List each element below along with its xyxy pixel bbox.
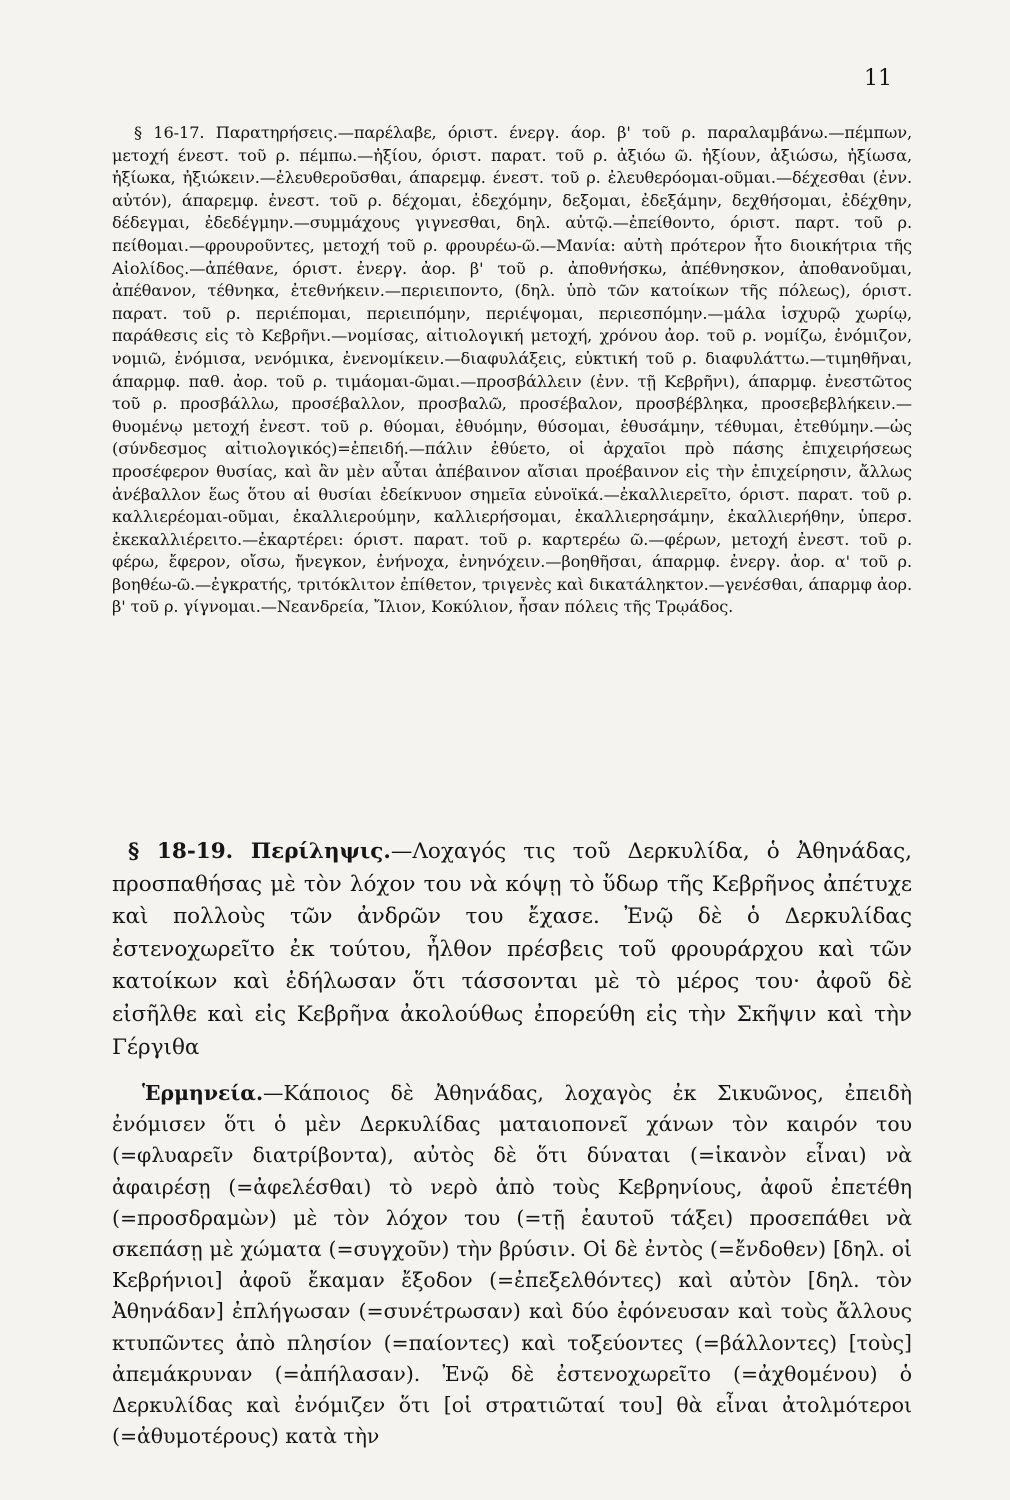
grammar-notes-section <box>112 122 912 619</box>
interpretation-text: —Κάποιος δὲ Ἀθηνάδας, λοχαγὸς ἐκ Σικυῶνος, ἐπειδὴ ἐνόμισεν ὅτι ὁ μὲν Δερκυλίδας ματαιοπονεῖ χάνων τὸν καιρόν του (=φλυαρεῖν διατρίβοντα), αὐτὸς δὲ ὅτι δύναται (=ἱκανὸν εἶναι) νὰ ἀφαιρέσῃ (=ἀφελέσθαι) τὸ νερὸ ἀπὸ τοὺς Κεβρηνίους, ἀφοῦ ἐπετέθη (=προσδραμὼν) μὲ τὸν λόχον του (=τῇ ἑαυτοῦ τάξει) προσεπάθει νὰ σκεπάσῃ μὲ χώματα (=συγχοῦν) τὴν βρύσιν. Οἱ δὲ ἐντὸς (=ἔνδοθεν) [δηλ. οἱ Κεβρήνιοι] ἀφοῦ ἔκαμαν ἔξοδον (=ἐπεξελθόντες) καὶ αὐτὸν [δηλ. τὸν Ἀθηνάδαν] ἐπλήγωσαν (=συνέτρωσαν) καὶ δύο ἐφόνευσαν καὶ τοὺς ἄλλους κτυπῶντες ἀπὸ πλησίον (=παίοντες) καὶ τοξεύοντες (=βάλλοντες) [τοὺς] ἀπεμάκρυναν (=ἀπήλασαν). Ἐνῷ δὲ ἐστενοχωρεῖτο (=ἀχθομένου) ὁ Δερκυλίδας καὶ ἐνόμιζεν ὅτι [οἱ στρατιῶταί του] θὰ εἶναι ἀτολμότεροι (=ἀθυμοτέρους) κατὰ τὴν <box>112 1081 912 1449</box>
summary-text: —Λοχαγός τις τοῦ Δερκυλίδα, ὁ Ἀθηνάδας, προσπαθήσας μὲ τὸν λόχον του νὰ κόψῃ τὸ ὕδωρ τῆς Κεβρῆνος ἀπέτυχε καὶ πολλοὺς τῶν ἀνδρῶν του ἔχασε. Ἐνῷ δὲ ὁ Δερκυλίδας ἐστενοχωρεῖτο ἐκ τούτου, ἦλθον πρέσβεις τοῦ φρουράρχου καὶ τῶν κατοίκων καὶ ἐδήλωσαν ὅτι τάσσονται μὲ τὸ μέρος του· ἀφοῦ δὲ εἰσῆλθε καὶ εἰς Κεβρῆνα ἀκολούθως ἐπορεύθη εἰς τὴν Σκῆψιν καὶ τὴν Γέργιθα <box>112 839 913 1060</box>
grammar-notes-paragraph: § 16-17. Παρατηρήσεις.—παρέλαβε, όριστ. ένεργ. άορ. β' τοῦ ρ. παραλαμβάνω.—πέμπων, μετοχή ένεστ. τοῦ ρ. πέμπω.—ἠξίου, όριστ. παρατ. τοῦ ρ. ἀξιόω ῶ. ἠξίουν, ἀξιώσω, ἠξίωσα, ἠξίωκα, ἠξιώκειν.—ἐλευθεροῦσθαι, άπαρεμφ. ένεστ. τοῦ ρ. ἐλευθερόομαι-οῦμαι.—δέχεσθαι (ἐνν. αὐτόν), άπαρεμφ. ἐνεστ. τοῦ ρ. δέχομαι, ἐδεχόμην, δεξομαι, ἐδεξάμην, δεχθήσομαι, ἐδέχθην, δέδεγμαι, ἐδεδέγμην.—συμμάχους γιγνεσθαι, δηλ. αὐτῷ.—ἐπείθοντο, όριστ. παρτ. τοῦ ρ. πείθομαι.—φρουροῦντες, μετοχή τοῦ ρ. φρουρέω-ῶ.—Μανία: αὐτὴ πρότερον ἦτο διοικήτρια τῆς Αἰολίδος.—ἀπέθανε, όριστ. ἐνεργ. ἀορ. β' τοῦ ρ. ἀποθνήσκω, ἀπέθνησκον, ἀποθανοῦμαι, ἀπέθανον, τέθνηκα, ἐτεθνήκειν.—περιειποντο, (δηλ. ὑπὸ τῶν κατοίκων τῆς πόλεως), όριστ. παρατ. τοῦ ρ. περιέπομαι, περιειπόμην, περιέψομαι, περιεσπόμην.—μάλα ἰσχυρῷ χωρίῳ, παράθεσις εἰς τὸ Κεβρῆνι.—νομίσας, αἰτιολογική μετοχή, χρόνου ἀορ. τοῦ ρ. νομίζω, ἐνόμιζον, νομιῶ, ἐνόμισα, νενόμικα, ἐνενομίκειν.—διαφυλάξεις, εὐκτική τοῦ ρ. διαφυλάττω.—τιμηθῆναι, άπαρμφ. παθ. ἀορ. τοῦ ρ. τιμάομαι-ῶμαι.—προσβάλλειν (ἐνν. τῇ Κεβρῆνι), άπαρμφ. ἐνεστῶτος τοῦ ρ. προσβάλλω, προσέβαλλον, προσβαλῶ, προσέβαλον, προσβέβληκα, προσεβεβλήκειν.—θυομένῳ μετοχή ἐνεστ. τοῦ ρ. θύομαι, ἐθυόμην, θύσομαι, ἐθυσάμην, τέθυμαι, ἐτεθύμην.—ὡς (σύνδεσμος αἰτιολογικός)=ἐπειδή.—πάλιν ἐθύετο, οἱ ἀρχαῖοι πρὸ πάσης ἐπιχειρήσεως προσέφερον θυσίας, καὶ ἂν μὲν αὗται ἀπέβαινον αἴσιαι προέβαινον εἰς τὴν ἐπιχείρησιν, ἄλλως ἀνέβαλλον ἕως ὅτου αἱ θυσίαι ἐδείκνυον σημεῖα εὐνοϊκά.—ἐκαλλιερεῖτο, όριστ. παρατ. τοῦ ρ. καλλιερέομαι-οῦμαι, ἐκαλλιερούμην, καλλιερήσομαι, ἐκαλλιερησάμην, ἐκαλλιερήθην, ὑπερσ. ἐκεκαλλιέρειτο.—ἐκαρτέρει: όριστ. παρατ. τοῦ ρ. καρτερέω ῶ.—φέρων, μετοχή ἐνεστ. τοῦ ρ. φέρω, ἔφερον, οἴσω, ἤνεγκον, ἐνήνοχα, ἐνηνόχειν.—βοηθῆσαι, άπαρμφ. ἐνεργ. ἀορ. α' τοῦ ρ. βοηθέω-ῶ.—ἐγκρατής, τριτόκλιτον ἐπίθετον, τριγενὲς καὶ δικατάληκτον.—γενέσθαι, άπαρμφ ἀορ. β' τοῦ ρ. γίγνομαι.—Νεανδρεία, Ἴλιον, Κοκύλιον, ἦσαν πόλεις τῆς Τρῳάδος. <box>112 123 912 617</box>
page-number: 11 <box>864 66 892 91</box>
interpretation-section <box>112 1078 912 1452</box>
interpretation-paragraph <box>112 1078 912 1452</box>
summary-heading: § 18-19. Περίληψις. <box>128 839 391 864</box>
interpretation-heading: Ἑρμηνεία. <box>142 1081 264 1105</box>
summary-section <box>112 836 912 1064</box>
summary-paragraph <box>112 836 912 1064</box>
